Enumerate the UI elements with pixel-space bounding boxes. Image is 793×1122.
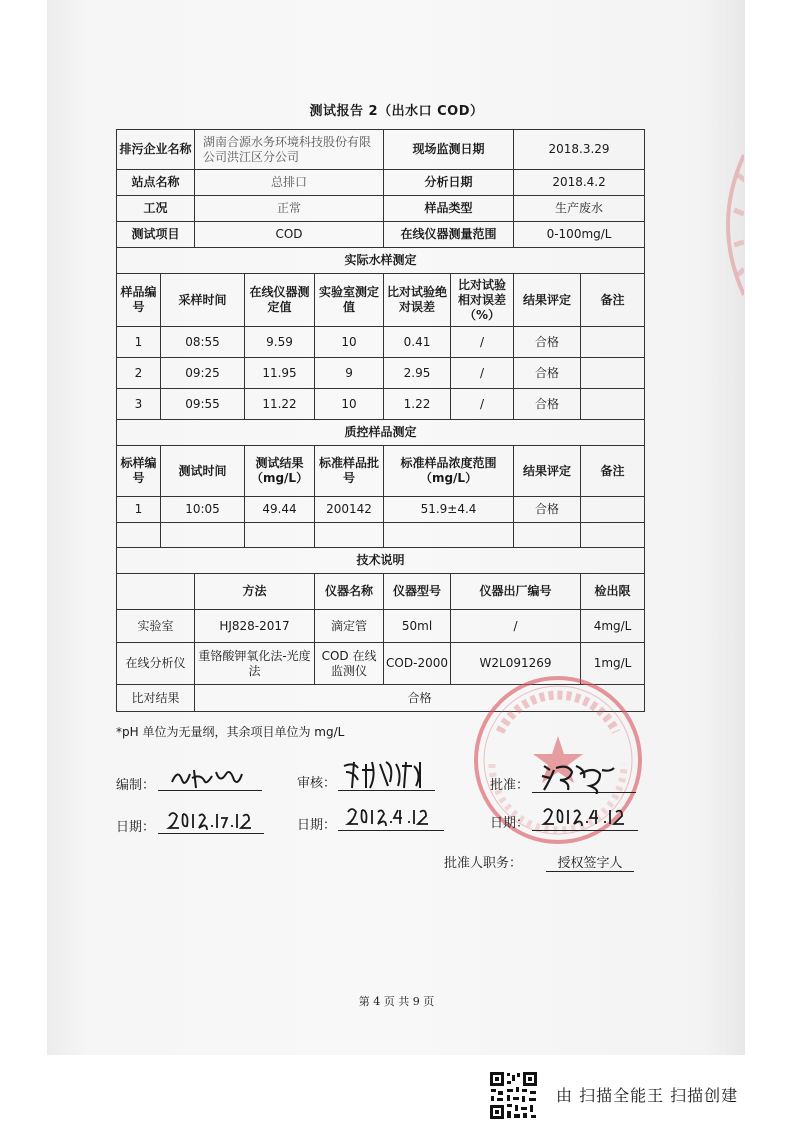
page-number: 第 4 页 共 9 页 xyxy=(358,995,435,1008)
actual-header-cell: 比对试验相对误差（%） xyxy=(451,274,514,327)
compare-value: 合格 xyxy=(195,685,645,712)
cell: 1 xyxy=(117,327,161,358)
reviewer-signature xyxy=(340,758,430,792)
cell: / xyxy=(451,610,581,643)
cell: 9 xyxy=(315,358,384,389)
qc-header-row xyxy=(117,446,645,497)
cell: / xyxy=(451,358,514,389)
cell: 2 xyxy=(117,358,161,389)
cell: 10 xyxy=(315,327,384,358)
table-row xyxy=(117,523,645,548)
approver-date-line xyxy=(532,830,638,831)
actual-header-cell: 比对试验绝对误差 xyxy=(384,274,451,327)
editor-date-line xyxy=(158,833,264,834)
cell: 9.59 xyxy=(245,327,315,358)
cell: 重铬酸钾氧化法-光度法 xyxy=(195,643,315,685)
cell: 10:05 xyxy=(161,497,245,523)
approver-date-label: 日期： xyxy=(490,816,530,831)
cell: 09:55 xyxy=(161,389,245,420)
qc-header-cell: 标样编号 xyxy=(117,446,161,497)
range-label: 在线仪器测量范围 xyxy=(384,222,514,248)
actual-header-cell: 实验室测定值 xyxy=(315,274,384,327)
cell: 1.22 xyxy=(384,389,451,420)
cell xyxy=(245,523,315,548)
cell: 合格 xyxy=(514,497,581,523)
tech-header-cell xyxy=(117,574,195,610)
cell: 0.41 xyxy=(384,327,451,358)
cell xyxy=(384,523,514,548)
tech-header-row xyxy=(117,574,645,610)
site-value: 总排口 xyxy=(195,170,384,196)
editor-date-handwriting xyxy=(165,806,261,832)
condition-value: 正常 xyxy=(195,196,384,222)
table-row xyxy=(117,327,645,358)
reviewer-label: 审核： xyxy=(297,776,337,791)
cell: / xyxy=(451,389,514,420)
cell: COD 在线监测仪 xyxy=(315,643,384,685)
info-row-company xyxy=(117,130,645,170)
qc-header-cell: 测试时间 xyxy=(161,446,245,497)
editor-date-label: 日期： xyxy=(116,820,156,835)
qc-section-title: 质控样品测定 xyxy=(117,420,645,446)
sample-type-value: 生产废水 xyxy=(514,196,645,222)
company-value: 湖南合源水务环境科技股份有限公司洪江区分公司 xyxy=(195,130,384,170)
compare-label: 比对结果 xyxy=(117,685,195,712)
range-value: 0-100mg/L xyxy=(514,222,645,248)
actual-header-cell: 样品编号 xyxy=(117,274,161,327)
table-row xyxy=(117,389,645,420)
qc-header-cell: 测试结果（mg/L） xyxy=(245,446,315,497)
cell xyxy=(581,358,645,389)
sample-type-label: 样品类型 xyxy=(384,196,514,222)
tech-header-cell: 方法 xyxy=(195,574,315,610)
analysis-date-value: 2018.4.2 xyxy=(514,170,645,196)
tech-header-cell: 仪器型号 xyxy=(384,574,451,610)
site-label: 站点名称 xyxy=(117,170,195,196)
cell: 200142 xyxy=(315,497,384,523)
approver-date-handwriting xyxy=(540,802,636,828)
cell: HJ828-2017 xyxy=(195,610,315,643)
cell: 在线分析仪 xyxy=(117,643,195,685)
actual-header-cell: 采样时间 xyxy=(161,274,245,327)
tech-header-cell: 仪器出厂编号 xyxy=(451,574,581,610)
reviewer-date-label: 日期： xyxy=(297,818,337,833)
condition-label: 工况 xyxy=(117,196,195,222)
report-title: 测试报告 2（出水口 COD） xyxy=(309,104,484,119)
actual-header-cell: 结果评定 xyxy=(514,274,581,327)
cell: W2L091269 xyxy=(451,643,581,685)
actual-header-cell: 在线仪器测定值 xyxy=(245,274,315,327)
cell: COD-2000 xyxy=(384,643,451,685)
cell xyxy=(161,523,245,548)
cell: 11.22 xyxy=(245,389,315,420)
qr-code-icon xyxy=(489,1071,538,1120)
cell: 1 xyxy=(117,497,161,523)
cell: 实验室 xyxy=(117,610,195,643)
cell: 11.95 xyxy=(245,358,315,389)
cell xyxy=(581,497,645,523)
info-row-condition xyxy=(117,196,645,222)
cell: 09:25 xyxy=(161,358,245,389)
editor-label: 编制： xyxy=(116,778,156,793)
partial-seal-edge xyxy=(704,150,744,300)
info-row-site xyxy=(117,170,645,196)
cell: 2.95 xyxy=(384,358,451,389)
cell: / xyxy=(451,327,514,358)
qc-header-cell: 结果评定 xyxy=(514,446,581,497)
cell: 滴定管 xyxy=(315,610,384,643)
approver-signature xyxy=(540,760,620,794)
cell: 3 xyxy=(117,389,161,420)
reviewer-date-line xyxy=(338,830,444,831)
cell xyxy=(315,523,384,548)
actual-header-cell: 备注 xyxy=(581,274,645,327)
approver-title-value: 授权签字人 xyxy=(546,852,634,872)
editor-signature xyxy=(168,762,248,792)
unit-note: *pH 单位为无量纲，其余项目单位为 mg/L xyxy=(116,725,345,739)
cell xyxy=(581,389,645,420)
table-row xyxy=(117,497,645,523)
table-row xyxy=(117,610,645,643)
cell: 1mg/L xyxy=(581,643,645,685)
cell xyxy=(581,523,645,548)
info-row-item xyxy=(117,222,645,248)
cell: 51.9±4.4 xyxy=(384,497,514,523)
approver-label: 批准： xyxy=(490,778,530,793)
actual-section-title: 实际水样测定 xyxy=(117,248,645,274)
monitor-date-value: 2018.3.29 xyxy=(514,130,645,170)
item-value: COD xyxy=(195,222,384,248)
company-label: 排污企业名称 xyxy=(117,130,195,170)
report-table xyxy=(116,129,645,712)
approver-title-label: 批准人职务： xyxy=(444,856,523,871)
cell xyxy=(117,523,161,548)
cell: 50ml xyxy=(384,610,451,643)
cell xyxy=(581,327,645,358)
tech-header-cell: 检出限 xyxy=(581,574,645,610)
reviewer-date-handwriting xyxy=(344,802,440,828)
cell: 合格 xyxy=(514,389,581,420)
item-label: 测试项目 xyxy=(117,222,195,248)
qc-header-cell: 标准样品浓度范围（mg/L） xyxy=(384,446,514,497)
qc-header-cell: 备注 xyxy=(581,446,645,497)
cell xyxy=(514,523,581,548)
cell: 4mg/L xyxy=(581,610,645,643)
monitor-date-label: 现场监测日期 xyxy=(384,130,514,170)
qc-header-cell: 标准样品批号 xyxy=(315,446,384,497)
analysis-date-label: 分析日期 xyxy=(384,170,514,196)
tech-section-title: 技术说明 xyxy=(117,548,645,574)
scanner-watermark: 由 扫描全能王 扫描创建 xyxy=(556,1086,739,1105)
cell: 08:55 xyxy=(161,327,245,358)
cell: 合格 xyxy=(514,358,581,389)
cell: 合格 xyxy=(514,327,581,358)
actual-header-row xyxy=(117,274,645,327)
tech-header-cell: 仪器名称 xyxy=(315,574,384,610)
cell: 49.44 xyxy=(245,497,315,523)
table-row xyxy=(117,358,645,389)
cell: 10 xyxy=(315,389,384,420)
